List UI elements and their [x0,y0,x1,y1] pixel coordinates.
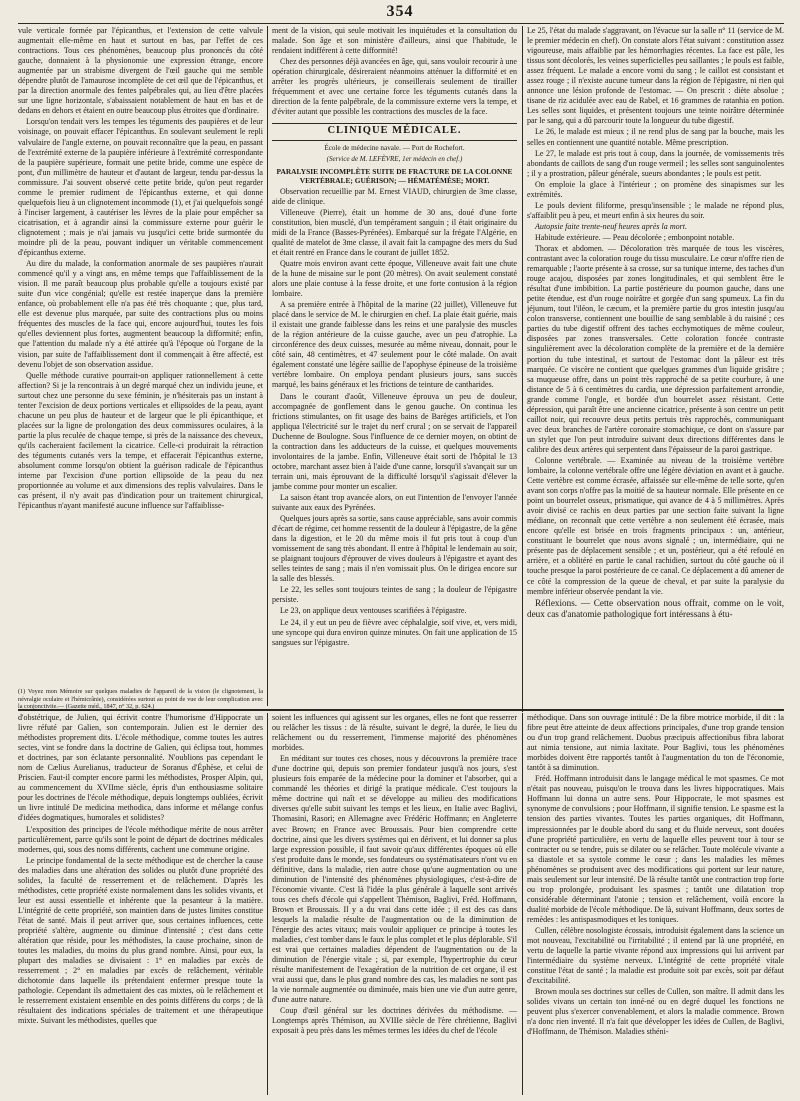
paragraph: Thorax et abdomen. — Décoloration très marquée de tous les viscères, contrastant avec la coloration rouge du tissu musculaire. Le cœur n'offre rien de remarquable ; l'aorte présente à sa crosse, sur sa tunique interne, des taches d'un rouge acajou, disposées par zones longitudinales, et qui semblent être le résultat d'une imbibition. La partie postérieure du poumon gauche, dans une petite étendue, est d'un rouge noirâtre et gorgée d'un sang spumeux. La fin du jéjunum, tout l'iléon, le cæcum, et la première partie du gros intestin jusqu'au colon transverse, contiennent une bouillie de sang semblable à du raisiné ; ces parties du tube digestif offrent des taches ecchymotiques de même couleur, disposées par zones transversales. Cette coloration foncée contraste singulièrement avec la décoloration complète de la première et de la dernière portion du tube intestinal, et surtout de l'estomac dont la pâleur est très marquée. Ce viscère ne contient que quelques grammes d'un liquide grisâtre ; sa muqueuse offre, dans un point très rapproché de sa petite courbure, à une distance de 5 à 6 centimètres du cardia, une dépression parfaitement arrondie, grande comme l'ongle, et bordée d'un bourrelet assez résistant. Cette dépression, qui paraît être une ancienne cicatrice, présente à son centre un petit caillot noir, qui recouvre deux petits pertuis très rapprochés, communiquant avec deux branches de l'artère coronaire stomachique, ce dont on s'assure par un stylet que l'on peut introduire suivant deux directions différentes dans le calibre des deux artères qui serpentent dans l'épaisseur de la paroi gastrique. [527,243,784,454]
article-column-bottom-right [527,713,784,1095]
paragraph: Coup d'œil général sur les doctrines dérivées du méthodisme. — Longtemps après Thémison, au XVIIIe siècle de l'ère chrétienne, Baglivi exposait à peu près dans les mêmes termes les idées du chef de l'école [272,1006,517,1036]
section-title: CLINIQUE MÉDICALE. [327,125,462,137]
paragraph: Villeneuve (Pierre), était un homme de 30 ans, doué d'une forte constitution, bien musclé, d'un tempérament sanguin ; il était originaire du midi de la France (Basses-Pyrénées). Embarqué sur la frégate l'Algérie, en qualité de matelot de 3me classe, il avait fait la campagne des mers du Sud et était rentré en France dans le courant de juillet 1852. [272,207,517,257]
article-column-top-right [527,26,784,712]
paragraph: Réflexions. — Cette observation nous offrait, comme on le voit, deux cas d'anatomie pathologique fort intéressans à étu- [527,597,784,619]
paragraph: Quelle méthode curative pourrait-on appliquer rationnellement à cette affection? Si je la rencontrais à un degré marqué chez un individu jeune, et surtout chez une personne du sexe féminin, je n'hésiterais pas un instant à tenter l'excision de deux portions verticales et ellipsoïdes de la peau, ayant chacune un peu plus de hauteur et de largeur que le pli épicanthique, et placées sur la ligne de prolongation des deux commissures oculaires, à la partie la plus reculée de chaque tempe, si près de la naissance des cheveux, qu'ils cacheraient facilement la cicatrice. Celle-ci produirait la rétraction des téguments cutanés vers la tempe, et effacerait l'épicanthus externe, absolument comme lorsqu'on obtient la guérison radicale de l'épicanthus interne par l'excision d'une portion ellipsoïde de la peau du nez proportionnée au volume et aux dimensions des replis valvulaires. Dans le cas présent, il n'y avait pas d'indication pour un traitement chirurgical, l'épicanthus n'ayant manifesté aucune influence sur l'affaiblisse- [18,370,263,511]
paragraph: soient les influences qui agissent sur les organes, elles ne font que resserrer ou relâcher les tissus : de là résulte, suivant le degré, la durée, le lieu du relâchement ou du resserrement, l'immense majorité des phénomènes morbides. [272,713,517,753]
paragraph: Chez des personnes déjà avancées en âge, qui, sans vouloir recourir à une opération chirurgicale, désireraient néanmoins atténuer la difformité et en arrêter les progrès ultérieurs, je conseillerais seulement de tirailler fréquemment et avec une certaine force les téguments cutanés dans la direction de la fente palpébrale, de la commissure externe vers la tempe, et d'éviter autant que possible les contractions des muscles de la face. [272,57,517,117]
column-rule-2 [522,26,523,712]
footnote: (1) Voyez mon Mémoire sur quelques maladies de l'appareil de la vision (le clignotement, la névralgie oculaire et l'hémicrânie), considérées surtout au point de vue de leur complication avec la conjonctivite.— (Gazette méd., 1847, n° 32, p. 624.) [18,688,263,711]
paragraph: Brown moula ses doctrines sur celles de Cullen, son maître. Il admit dans les solides vivans un certain ton inné-né ou en degré duquel les fonctions ne peuvent plus s'exercer convenablement, et alors la maladie commence. Brown n'a donc rien inventé. Il n'a fait que développer les idées de Cullen, de Baglivi, d'Hoffmann, de Thémison. Maladies sthéni- [527,987,784,1037]
paragraph: Le 25, l'état du malade s'aggravant, on l'évacue sur la salle n° 11 (service de M. le premier médecin en chef). On constate alors l'état suivant : constitution assez vigoureuse, mais affaiblie par les hémorrhagies récentes. La face est pâle, les tissus sont décolorés, les veines superficielles peu saillantes ; le pouls est faible, assez fréquent. Le malade a encore vomi du sang ; le caillot est consistant et assez rouge ; il n'existe aucune tumeur dans la région de l'épigastre, ni rien qui annonce une lésion profonde de l'estomac. — On prescrit : diète absolue ; tisane de riz acidulée avec eau de Rabel, et 16 grammes de ratanhia en potion. Les selles sont liquides, et présentent toujours une teinte noirâtre déterminée par le sang, qui a dû parcourir toute la longueur du tube digestif. [527,26,784,126]
paragraph: La saison étant trop avancée alors, on eut l'intention de l'envoyer l'année suivante aux eaux des Pyrénées. [272,492,517,513]
case-heading: PARALYSIE INCOMPLÈTE SUITE DE FRACTURE DE LA COLONNE VERTÉBRALE; GUÉRISON; — HÉMATÉMÈSE; MORT. [276,166,513,185]
column-rule-1 [267,26,268,706]
paragraph: Le 22, les selles sont toujours teintes de sang ; la douleur de l'épigastre persiste. [272,585,517,605]
paragraph: Lorsqu'on tendait vers les tempes les téguments des paupières et de leur voisinage, on pouvait effacer l'épicanthus. En soulevant seulement le repli valvulaire de l'angle externe, on pouvait reconnaître que la peau, en passant de l'extrémité externe de la paupière inférieure à l'extrémité correspondante de la paupière supérieure, formait une petite bride, comme une espèce de pont, d'un millimètre de hauteur et d'autant de largeur, tendu par-dessus la commissure. J'ai souvent observé cette petite bride, qu'on peut regarder comme le premier rudiment de l'épicanthus externe, et qui donne quelquefois lieu à un clignotement incommode (1), et j'ai quelquefois songé à l'inciser largement, à cautériser les lèvres de la plaie pour empêcher sa cicatrisation, et à agrandir ainsi la commissure externe pour guérir le clignotement ; mais je n'ai jamais vu jusqu'ici cette bride surmontée du moindre pli de la peau, pouvant indiquer un véritable commencement d'épicanthus externe. [18,117,263,258]
clinique-header [272,123,517,184]
paragraph: Observation recueillie par M. Ernest VIAUD, chirurgien de 3me classe, aide de clinique. [272,186,517,206]
paragraph: Fréd. Hoffmann introduisit dans le langage médical le mot spasmes. Ce mot n'était pas nouveau, puisqu'on le trouva dans les livres hippocratiques. Mais Hoffmann lui donna un autre sens. Pour Hippocrate, le mot spasmes est synonyme de convulsions ; pour Hoffmann, il signifie tension. Le spasme est la tension des parties vivantes. Toutes les parties organiques, dit Hoffmann, impressionnées par le double abord du sang et du fluide nerveux, sont douées d'une propriété particulière, en vertu de laquelle elles peuvent tour à tour se contracter ou se tendre, puis se dilater ou se relâcher. Toute molécule vivante a sa diastole et sa systole comme le cœur ; dans les maladies les mêmes phénomènes se produisent avec des modifications qui portent sur leur nature, mais seulement sur leur intensité. De là résulte tantôt une contraction trop forte ou trop prolongée, produisant les spasmes ; tantôt une dilatation trop considérable déterminant l'atonie ; tension et relâchement, voilà encore la dualité morbide de l'école méthodique. De là, suivant Hoffmann, deux sortes de remèdes : les antispasmodiques et les toniques. [527,774,784,924]
paragraph: Autopsie faite trente-neuf heures après la mort. [535,221,688,231]
divider [272,140,517,141]
article-column-bottom-left [18,713,263,1095]
paragraph: méthodique. Dans son ouvrage intitulé : De la fibre motrice morbide, il dit : la fibre peut être atteinte de deux affections principales, d'une trop grande tension ou d'un trop grand relâchement. Duobus præcipuis affectionibus fibra laborat aut nimia tensione, aut nimia laxitate. Pour Baglivi, tous les phénomènes morbides doivent être rapportés tantôt à l'augmentation du ton de l'économie, tantôt à sa diminution. [527,713,784,773]
column-rule-3 [267,713,268,1095]
page-number: 354 [386,3,414,20]
paragraph: Quelques jours après sa sortie, sans cause appréciable, sans avoir commis d'écart de régime, cet homme ressentit de la douleur à l'épigastre, de la gêne dans la digestion, et le 20 du même mois il fut pris tout à coup d'un vomissement de sang très abondant. Il entre à l'hôpital le lendemain au soir, se plaignant toujours d'éprouver de vives douleurs à l'épigastre et ayant des selles teintes de sang ; mais il n'en vomissait plus. On le dirigea encore sur la salle des blessés. [272,514,517,584]
paragraph: d'obstétrique, de Julien, qui écrivit contre l'humorisme d'Hippocrate un livre réfuté par Galien, son contemporain. Julien est le dernier des méthodistes proprement dits. L'école méthodique, comme toutes les autres sectes, vint se fondre dans la doctrine de Galien, qui éclipsa tout, hommes et doctrines, par son éclatante personnalité. N'oublions pas cependant le nom de Cælius Aurelianus, traducteur de Soranus d'Éphèse, et celui de Priscien. Faut-il compter encore parmi les méthodistes, Prosper Alpin, qui, au commencement du XVIIme siècle, épris d'un enthousiasme solitaire pour les doctrines de l'école méthodique, depuis longtemps oubliées, écrivit un livre intitulé De medicina methodica, dans informe et mélange confus d'idées dogmatiques, humorales et solidistes? [18,713,263,823]
paragraph: Le 23, on applique deux ventouses scarifiées à l'épigastre. [280,606,467,616]
paragraph: Le 24, il y eut un peu de fièvre avec céphalalgie, soif vive, et, vers midi, une syncope qui dura environ quinze minutes. On fait une application de 15 sangsues sur l'épigastre. [272,617,517,647]
paragraph: En méditant sur toutes ces choses, nous y découvrons la première trace d'une doctrine qui, depuis son premier fondateur jusqu'à nos jours, s'est plusieurs fois emparée de la médecine pour la dominer et l'absorber, qui a commandé les théories et dirigé la pratique médicale. C'est toujours la même doctrine qui naît et se développe au milieu des modifications diverses qu'elle subit suivant les temps et les lieux, en Italie avec Baglivi, Thomasini, Rasori; en Allemagne avec Frédéric Hoffmann; en Angleterre avec Brown; en France avec Broussais. Pour bien comprendre cette doctrine, ainsi que les divers systèmes qui en dérivent, et lui donner sa plus large expression possible, il faut savoir qu'aux différentes époques où elle s'est produite dans le monde, ses fondateurs ou systématisateurs n'ont vu en définitive, dans la maladie, rien autre chose qu'une augmentation ou une diminution de l'intensité des phénomènes physiologiques, c'est-à-dire de l'économie vivante. C'est là l'idée la plus générale à laquelle sont arrivés tous ces chefs d'école qui s'appellent Thémison, Baglivi, Fréd. Hoffmann, Brown et Broussais. Il y a du vrai dans cette idée ; il est des cas dans lesquels la maladie résulte de l'augmentation ou de la diminution de l'énergie des actes vitaux; mais vouloir appliquer ce principe à toutes les maladies, c'est tomber dans le faux le plus complet et le plus déplorable. S'il est vrai que certaines maladies dépendent de l'augmentation ou de la diminution de l'énergie vitale ; si, par exemple, l'hypertrophie du cœur résulte manifestement de l'exagération de la nutrition de cet organe, il est vrai aussi que, dans le plus grand nombre des cas, les maladies ne sont pas la vie normale augmentée ou diminuée, mais bien une vie d'un autre genre, d'une autre nature. [272,754,517,1005]
article-column-top-left [18,26,263,684]
article-column-bottom-middle [272,713,517,1095]
paragraph: L'exposition des principes de l'école méthodique mérite de nous arrêter particulièrement, parce qu'ils sont le point de départ de doctrines médicales modernes, qui, sous des noms différents, cachent une commune origine. [18,824,263,854]
paragraph: Quatre mois environ avant cette époque, Villeneuve avait fait une chute de la hune de misaine sur le pont (20 mètres). On avait seulement constaté alors une plaie contuse à la fesse droite, et une forte contusion à la région lombaire. [272,258,517,299]
header-rule [18,23,784,24]
school-line: École de médecine navale. — Port de Rochefort. [324,144,465,153]
paragraph: Le pouls devient filiforme, presqu'insensible ; le malade ne répond plus, s'affaiblit peu à peu, et meurt enfin à six heures du soir. [527,200,784,220]
paragraph: Le 27, le malade est pris tout à coup, dans la journée, de vomissements très abondants de caillots de sang d'un rouge vermeil ; les selles sont sanguinolentes ; il y a prostration, pâleur générale, sueurs abondantes ; le pouls est petit. [527,148,784,178]
paragraph: Le 26, le malade est mieux ; il ne rend plus de sang par la bouche, mais les selles en contiennent une quantité notable. Même prescription. [527,127,784,147]
paragraph: Au dire du malade, la conformation anormale de ses paupières n'aurait commencé qu'il y a vingt ans, en même temps que l'affaiblissement de la vision. Il me paraît beaucoup plus probable qu'elle a toujours existé par suite d'un vice congénial; qu'elle est restée inaperçue dans la première enfance, où probablement elle n'a pas été très choquante ; que, plus tard, elle est devenue plus marquée, par suite des contractions plus ou moins fréquentes des muscles de la face qui, encore aujourd'hui, toutes les fois qu'elles deviennent plus fortes, augmentent beaucoup la difformité; enfin, que l'attention du malade n'y a été attirée qu'à l'époque où l'organe de la vision, par suite de l'affaiblissement dont il commençait à être affecté, est devenu l'objet de son observation assidue. [18,259,263,369]
paragraph: Habitude extérieure. — Peau décolorée ; embonpoint notable. [535,232,735,242]
paragraph: Cullen, célèbre nosologiste écossais, introduisit également dans la science un mot nouveau, l'excitabilité ou l'irritabilité ; il entend par là une propriété, en vertu de laquelle la partie vivante répond aux impressions qui lui arrivent par l'intermédiaire du système nerveux. L'intégrité de cette propriété vitale constitue l'état de santé ; la maladie est produite soit par excès, soit par défaut d'excitabilité. [527,925,784,986]
paragraph: Colonne vertébrale. — Examinée au niveau de la troisième vertèbre lombaire, la colonne vertébrale offre une légère déviation en avant et à gauche. Cette vertèbre est comme écrasée, affaissée sur elle-même de telle sorte, qu'en avant son corps n'offre pas la moitié de sa hauteur normale. Elle présente en ce point un bourrelet osseux, prismatique, qui avance de 4 à 5 millimètres. Après avoir divisé ce rachis en deux parties par une section faite suivant la ligne médiane, on reconnaît que cette vertèbre a non seulement été écrasée, mais encore qu'elle est brisée en trois fragments principaux : un, antérieur, constituant le bourrelet que nous avons signalé ; un, intermédiaire, qui ne présente pas de déplacement sensible ; et un, postérieur, qui a été refoulé en arrière, et a oblitéré en partie le canal rachidien, surtout du côté gauche où il touche presque la paroi postérieure de ce canal. Ce déplacement a dû amener de ce côté la compression de la queue de cheval, et par suite la paralysie du membre inférieur observée pendant la vie. [527,455,784,596]
paragraph: vule verticale formée par l'épicanthus, et l'extension de cette valvule augmentait elle-même en haut et surtout en bas, par l'effet de ces contractions. Tous ces phénomènes, beaucoup plus prononcés du côté gauche, donnaient à la physionomie une expression étrange, encore augmentée par un strabisme divergent de l'œil gauche qui me semble dépendre plutôt de l'amaurose incomplète de cet œil que de l'épicanthus, et par la direction anormale des fentes palpébrales qui, au lieu d'être placées sur une ligne horizontale, s'abaissaient notablement de haut en bas et de dedans en dehors et étaient en outre beaucoup plus étroites que d'ordinaire. [18,26,263,116]
article-column-top-middle [272,26,517,706]
paragraph: A sa première entrée à l'hôpital de la marine (22 juillet), Villeneuve fut placé dans le service de M. le chirurgien en chef. La plaie était guérie, mais il existait une grande faiblesse dans les reins et une paralysie des muscles de la région antérieure de la cuisse gauche, avec un peu d'atrophie. La circonférence des deux cuisses, mesurée au même niveau, donnait, pour le côté sain, 48 centimètres, et 47 seulement pour le côté malade. On avait également constaté une légère saillie de l'apophyse épineuse de la troisième vertèbre lombaire. On employa pendant plusieurs jours, sans succès marqué, les bains généraux et les frictions de teinture de cantharides. [272,300,517,390]
column-rule-4 [522,713,523,1095]
paragraph: Le principe fondamental de la secte méthodique est de chercher la cause des maladies dans une altération des solides ou plutôt d'une propriété des solides, la faculté de resserrement et de relâchement. D'après les méthodistes, cette propriété existe normalement dans les solides vivants, et leur est aussi essentielle et inhérente que la pesanteur à la matière. L'intégrité de cette propriété, son maintien dans de justes limites constitue l'état de santé. Mais il peut arriver que, sous certaines influences, cette propriété s'altère, augmente ou diminue d'intensité ; c'est dans cette altération que réside, pour les méthodistes, la cause prochaine, sinon de toutes les maladies, du moins du plus grand nombre. Ainsi, pour eux, la plupart des maladies se divisaient : 1° en maladies par excès de resserrement ; 2° en maladies par excès de relâchement, véritable dichotomie dans laquelle ils prétendaient enfermer presque toute la pathologie. Cependant ils admettaient des cas mixtes, où le relâchement et le resserrement existaient ensemble en des points différens du corps ; de là résultaient des indications spéciales de traitement et une thérapeutique mixte. Suivant les méthodistes, quelles que [18,855,263,1026]
paragraph: On emploie la glace à l'intérieur ; on promène des sinapismes sur les extrémités. [527,179,784,199]
paragraph: Dans le courant d'août, Villeneuve éprouva un peu de douleur, accompagnée de gonflement dans le genou gauche. On continua les frictions stimulantes, on fit usage des bains de Barèges artificiels, et l'on appliqua l'électricité sur le trajet du nerf crural ; on se servait de l'appareil Duchenne de Boulogne. Sous l'influence de ce dernier moyen, on obtint de la contraction dans les adducteurs de la cuisse, et quelques mouvements involontaires de la jambe. Enfin, Villeneuve était sorti de l'hôpital le 13 octobre, marchant assez bien à l'aide d'une canne, lorsqu'il s'avançait sur un terrain uni, mais éprouvant de la difficulté lorsqu'il s'agissait d'élever la jambe comme pour monter un escalier. [272,391,517,491]
service-line: (Service de M. LEFÈVRE, 1er médecin en chef.) [326,154,463,163]
paragraph: ment de la vision, qui seule motivait les inquiétudes et la consultation du malade. Son âge et son ministère d'ailleurs, ainsi que l'habitude, le rendaient indifférent à cette difformité! [272,26,517,56]
